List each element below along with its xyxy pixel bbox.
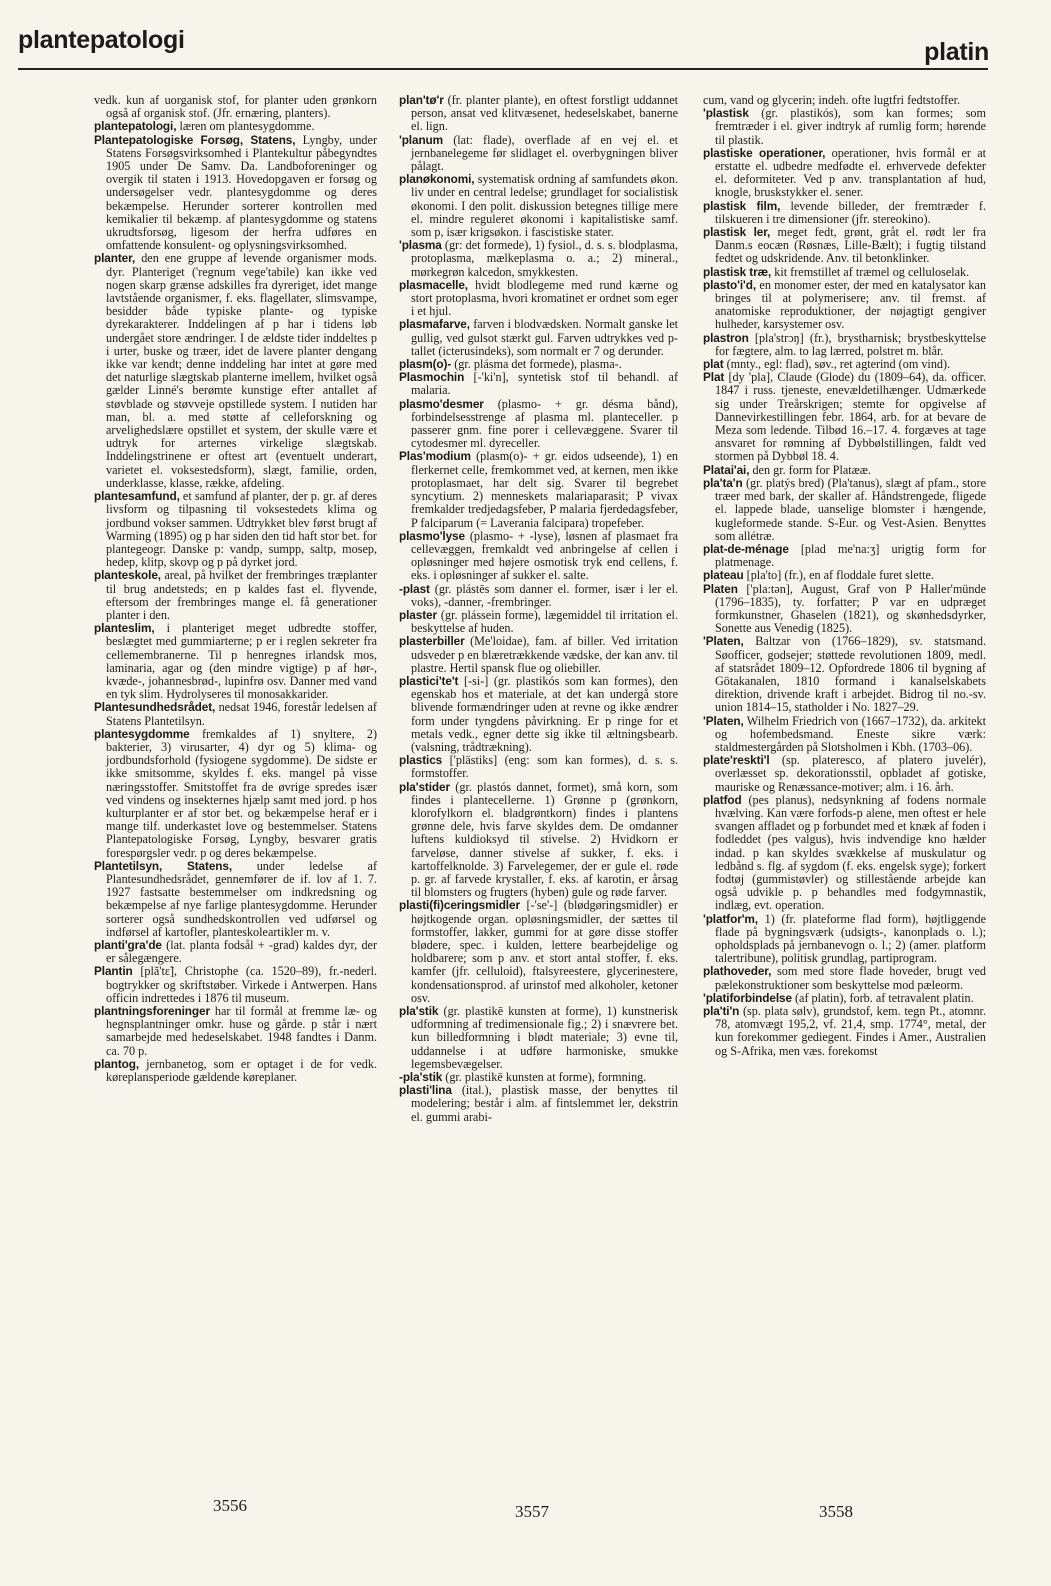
entry-text: [pla'to] (fr.), en af floddale furet slette.	[746, 568, 934, 583]
entry-headword: plasti'lina	[399, 1083, 452, 1098]
entry-text: areal, på hvilket der frembringes træplanter til brug andetsteds; en p kaldes fast el. flyvende, eftersom der frembringes mange el. få generationer planter i den.	[106, 568, 378, 622]
entry-text: den ene gruppe af levende organismer mods. dyr. Planteriget ('regnum vege'tabile) kan ikke ved nogen skarp grænse adskilles fra dyreriget, idet mange lavtstående organismer, f. eks. flagellater, slimsvampe, besidder både typiske plante- og typiske dyrekarakterer. Inddelingen af p har i tidens løb undergået store ændringer. I de ældste tider inddeltes p i urter, buske og træer, idet de lavere planter dengang ikke var kendt; denne inddeling har intet at gøre med det naturlige slægtskab planterne imellem, hvilket også gælder Linné's berømte kunstige efter antallet af støvblade og støvveje opstillede system. I nutiden har man, bl. a. med støtte af celleforskning og arvelighedslære opstillet et system, der skulle være et udtryk for arternes virkelige slægtskab. Inddelingstrinene er oftest art (eventuelt underart, varietet el. voksestedsform), slægt, familie, orden, underklasse, klasse, række, afdeling.	[106, 251, 378, 490]
entry-headword: Plantin	[94, 964, 133, 979]
dictionary-entry	[703, 583, 986, 636]
dictionary-entry	[703, 200, 986, 226]
entry-headword: plastisk træ,	[703, 264, 772, 279]
entry-text: [plad me'na:ʒ] urigtig form for platmenage.	[715, 541, 987, 570]
entry-headword: 'platiforbindelse	[703, 990, 792, 1005]
entry-headword: 'plasma	[399, 238, 442, 253]
entry-text: farven i blodvædsken. Normalt ganske let gullig, ved gulsot stærkt gul. Farven udtrykkes ved p-tallet (icterusindeks), som normalt er 7 og derunder.	[411, 317, 678, 358]
entry-headword: plastics	[399, 753, 443, 768]
entry-text: [plã'tɛ̃], Christophe (ca. 1520–89), fr.-nederl. bogtrykker og skriftstøber. Virkede i Antwerpen. Hans officin indrettedes i 1876 til museum.	[106, 964, 377, 1005]
entry-text: (af platin), forb. af tetravalent platin.	[794, 990, 974, 1005]
entry-text: (fr. planter plante), en oftest forstligt uddannet person, ansat ved klitvæsenet, hedeselskabet, banerne el. lign.	[411, 93, 678, 134]
entry-text: [-'ki'n], syntetisk stof til behandl. af malaria.	[411, 370, 679, 398]
entry-text: nedsat 1946, forestår ledelsen af Statens Plantetilsyn.	[106, 700, 377, 728]
entry-text: (gr. plásma det formede), plasma-.	[454, 357, 622, 372]
entry-text: under ledelse af Plantesundhedsrådet, gennemfører de if. lov af 1. 7. 1927 fastsatte bestemmelser om indkredsning og bekæmpelse af nye farlige plantesygdomme. Herunder sorterer også sundhedskontrollen ved udførsel og indførsel af kartofler, planteskoleartikler m. v.	[106, 858, 377, 939]
entry-text: systematisk ordning af samfundets økon. liv under en central ledelse; grundlaget for socialistisk økonomi. I den polit. diskussion betegnes tillige mere el. mindre reguleret økonomi i kapitalistiske samf. som p, især krigsøkon. i fascistiske stater.	[411, 172, 678, 240]
dictionary-entry	[399, 239, 678, 279]
dictionary-entry	[399, 94, 678, 134]
header-rule	[18, 68, 988, 70]
entry-headword: Platen	[703, 581, 738, 596]
entry-text: hvidt blodlegeme med rund kærne og stort protoplasma, hvori kromatinet er ordnet som eger i et hjul.	[411, 277, 678, 319]
entry-headword: plan'tø'r	[399, 93, 444, 107]
dictionary-entry	[399, 530, 678, 583]
dictionary-entry	[703, 1005, 986, 1058]
entry-text: (mnty., egl: flad), søv., ret agterind (om vind).	[726, 357, 951, 372]
entry-text: 1) (fr. plateforme flad form), højtliggende flade på bygningsværk (udsigts-, kanonplads o. l.); opholdsplads på jernbanevogn o. l.; 2) (amer. platform talertribune), politisk grundlag, partiprogram.	[715, 911, 987, 966]
entry-headword: pla'ti'n	[703, 1004, 740, 1019]
text-column-3	[703, 94, 986, 1058]
entry-headword: plantepatologi,	[94, 119, 177, 134]
entry-text: levende billeder, der fremtræder f. tilskueren i tre dimensioner (jfr. stereokino).	[715, 198, 986, 226]
entry-headword: plastici'te't	[399, 673, 459, 688]
entry-headword: platfod	[703, 792, 742, 807]
entry-headword: plasmo'lyse	[399, 528, 465, 543]
dictionary-entry	[399, 635, 678, 675]
entry-text: den gr. form for Platææ.	[752, 462, 871, 477]
dictionary-entry	[399, 1005, 678, 1071]
entry-headword: 'plastisk	[703, 106, 749, 121]
entry-headword: plasmacelle,	[399, 277, 468, 292]
dictionary-entry	[703, 147, 986, 200]
entry-headword: plasti(fi)ceringsmidler	[399, 898, 520, 913]
entry-headword: plat	[703, 357, 724, 372]
text-column-1	[94, 94, 377, 1084]
dictionary-entry	[399, 173, 678, 239]
dictionary-entry	[94, 569, 377, 622]
entry-text: (gr. plastós dannet, formet), små korn, som findes i plantecellerne. 1) Grønne p (grønkorn, klorofylkorn el. bladgrøntkorn) findes i plantens grønne dele, hvis farve skyldes dem. De omdanner luftens kuldioksyd til stivelse. 2) Hvidkorn er farveløse, danner stivelse af sukker, f. eks. i kartoffelknolde. 3) Farvelegemer, der er gule el. røde p. gr. af farvede krystaller, f. eks. af karotin, er årsag til blomsters og frugters (hyben) gule og røde farver.	[411, 779, 679, 900]
page-number-3: 3558	[819, 1502, 853, 1521]
dictionary-entry	[399, 450, 678, 529]
dictionary-entry	[399, 583, 678, 609]
entry-text: (gr. plastikós), som kan formes; som fremtræder i el. giver indtryk af rumlig form; hørende til plastik.	[715, 106, 987, 147]
entry-headword: planøkonomi,	[399, 172, 475, 187]
dictionary-entry	[399, 1084, 678, 1124]
dictionary-entry	[703, 715, 986, 755]
entry-headword: plantog,	[94, 1056, 140, 1071]
entry-headword: plasmo'desmer	[399, 396, 484, 411]
dictionary-entry	[94, 965, 377, 1005]
page-number-2: 3557	[515, 1502, 549, 1521]
entry-headword: Plantepatologiske Forsøg, Statens,	[94, 132, 296, 147]
entry-headword: -pla'stik	[399, 1070, 443, 1085]
entry-text: en monomer ester, der med en katalysator kan bringes til at polymerisere; anv. til fremst. af anatomiske reproduktioner, der nøjagtigt gengiver hulheder, karsystemer osv.	[715, 277, 987, 332]
dictionary-entry	[703, 477, 986, 543]
dictionary-entry	[94, 1058, 377, 1084]
entry-text: [-si-] (gr. plastikós som kan formes), den egenskab hos et materiale, at det kan undergå store blivende formændringer uden at revne og ikke ændrer form under tyngdens påvirkning. Er p ringe for et metals vedk., egner dette sig ikke til æltningsbearb. (valsning, trådtrækning).	[411, 673, 679, 754]
entry-text: (ital.), plastisk masse, der benyttes til modelering; består i alm. af fintslemmet ler, dekstrin el. gummi arabi-	[411, 1083, 679, 1124]
entry-headword: 'Platen,	[703, 713, 744, 728]
entry-headword: planti'gra'de	[94, 938, 162, 952]
entry-text: i planteriget meget udbredte stoffer, beslægtet med gummiarterne; p er i reglen sekreter fra cellemembranerne. Til p henregnes irlandsk mos, laminaria, agar og (den mindre vigtige) p af hør-, kvæde-, johannesbrød-, lupinfrø osv. Danner med vand en tyk slim. Hydrolyseres til monosakkarider.	[106, 621, 378, 702]
dictionary-entry	[703, 107, 986, 147]
entry-headword: 'planum	[399, 132, 444, 147]
dictionary-entry	[703, 794, 986, 913]
entry-headword: planter,	[94, 251, 136, 266]
entry-text: kit fremstillet af træmel og celluloselak.	[774, 264, 970, 279]
entry-headword: 'platfor'm,	[703, 911, 758, 926]
entry-headword: 'Platen,	[703, 634, 744, 649]
dictionary-entry	[399, 318, 678, 358]
entry-text: Wilhelm Friedrich von (1667–1732), da. arkitekt og hofembedsmand. Eneste sikre værk: staldmestergården på Slotsholmen i Kbh. (1703–06).	[715, 713, 986, 754]
dictionary-entry	[94, 1005, 377, 1058]
entry-headword: planteslim,	[94, 621, 155, 636]
page-number-1: 3556	[213, 1496, 247, 1515]
entry-text: Lyngby, under Statens Forsøgsvirksomhed i Plantekultur påbegyndtes 1905 under De Samv. Da. Landboforeninger og overgik til staten i 1913. Hovedopgaven er forsøg og undersøgelser vedr. plantesygdomme og deres bekæmpelse. Herunder sorterer kontrollen med kemikalier til bekæmp. af plantesygdomme og statens ukrudtsforsøg, ligesom der herfra udføres en omfattende konsulent- og oplysningsvirksomhed.	[106, 132, 377, 253]
dictionary-entry	[399, 371, 678, 397]
entry-text: læren om plantesygdomme.	[179, 119, 315, 134]
entry-headword: plantesamfund,	[94, 489, 180, 504]
entry-text: cum, vand og glycerin; indeh. ofte lugtfri fedtstoffer.	[703, 93, 960, 107]
entry-text: (Me'loidae), fam. af biller. Ved irritation udsveder p en blæretrækkende vædske, der kan anv. til plastre. Hertil spansk flue og oliebiller.	[411, 634, 678, 675]
entry-text: (gr. plássein forme), lægemiddel til irritation el. beskyttelse af huden.	[411, 607, 678, 636]
dictionary-entry	[703, 965, 986, 991]
dictionary-entry	[94, 622, 377, 701]
entry-text: et samfund af planter, der p. gr. af deres livsform og tilpasning til voksestedets klima og jordbund vokser sammen. Udtrykket blev først brugt af Warming (1895) og p har siden den tid haft stor bet. for plantegeogr. Danske p: vandp, sumpp, saltp, mosep, hedep, klitp, skovp og p på dyrket jord.	[106, 489, 378, 570]
entry-text: (gr. plastikē kunsten at forme), formning.	[445, 1070, 647, 1085]
entry-headword: pla'stik	[399, 1004, 439, 1019]
guide-word-right: platin	[924, 38, 989, 66]
entry-headword: plastisk ler,	[703, 225, 771, 240]
entry-text: jernbanetog, som er optaget i de for vedk. køreplansperiode gældende køreplaner.	[106, 1056, 377, 1085]
entry-text: [pla'strɔŋ] (fr.), brystharnisk; brystbeskyttelse for fægtere, alm. to lag lærred, polstret m. blår.	[715, 330, 987, 358]
dictionary-entry	[399, 609, 678, 635]
entry-headword: plastiske operationer,	[703, 145, 826, 160]
dictionary-entry	[399, 398, 678, 451]
entry-headword: Plantesundhedsrådet,	[94, 700, 216, 715]
entry-headword: planteskole,	[94, 568, 161, 583]
entry-text: (lat: flade), overflade af en vej el. et jernbanelegeme før slidlaget el. overbygningen bliver pålagt.	[411, 132, 678, 174]
dictionary-entry	[94, 860, 377, 939]
dictionary-entry	[94, 701, 377, 727]
dictionary-entry	[703, 226, 986, 266]
entry-text: (plasm(o)- + gr. eidos udseende), 1) en flerkernet celle, fremkommet ved, at kernen, men ikke protoplasmaet, har delt sig. Svarer til begrebet syncytium. 2) menneskets malariaparasit; P vivax fremkalder tredjedagsfeber, P malaria fjerdedagsfeber, P falciparum (= Laverania falcipara) tropefeber.	[411, 449, 678, 530]
entry-text: [-'se'-] (blødgøringsmidler) er højtkogende organ. opløsningsmidler, der sættes til formstoffer, lakker, gummi for at gøre disse stoffer blødere, spec. i kulden, lettere bearbejdelige og holdbarere; som p anv. et stort antal stoffer, f. eks. kamfer (jfr. celluloid), ftalsyreestere, glycerinestere, kondensationsprod. af urinstof med alkoholer, ketoner osv.	[411, 898, 678, 1005]
entry-text: (gr. platýs bred) (Pla'tanus), slægt af pfam., store træer med bark, der skaller af. Håndstrengede, fligede el. lappede blade, uanselige blomster i hængende, kugleformede stande. S-Eur. og Vest-Asien. Benyttes som allétræ.	[715, 475, 986, 543]
entry-text: som med store flade hoveder, brugt ved pælekonstruktioner som beskyttelse mod pæleorm.	[715, 964, 987, 992]
dictionary-entry	[399, 899, 678, 1005]
entry-text: [dy 'pla], Claude (Glode) du (1809–64), da. officer. 1847 i russ. tjeneste, enevældetilhænger. Udmærkede sig under Treårskrigen; stemte for opgivelse af Dannevirkestillingen febr. 1864, arb. for at bevare de Meza som ledende. Tilbød 16.–17. 4. forgæves at tage ansvaret for rømning af Dybbølstillingen, faldt ved stormen på Dybbøl 18. 4.	[715, 370, 987, 464]
entry-headword: plathoveder,	[703, 964, 772, 979]
entry-headword: Plantetilsyn, Statens,	[94, 858, 233, 873]
entry-headword: plasm(o)-	[399, 357, 452, 372]
entry-text: ['pla:tən], August, Graf von P Haller'münde (1796–1835), ty. forfatter; P var en udpræget formkunstner, Ghaselen (1821), og skønhedsdyrker, Sonette aus Venedig (1825).	[715, 581, 986, 636]
dictionary-entry	[94, 490, 377, 569]
entry-headword: plateau	[703, 568, 744, 583]
entry-text: (sp. plata sølv), grundstof, kem. tegn Pt., atomnr. 78, atomvægt 195,2, vf. 21,4, smp. 1774°, metal, der kun forekommer gediegent. Findes i Amer., Australien og S-Afrika, men væs. forekomst	[715, 1004, 986, 1058]
dictionary-entry	[94, 94, 377, 120]
entry-text: (gr. plástēs som danner el. former, især i ler el. voks), -danner, -frembringer.	[411, 581, 678, 609]
entry-headword: Plat	[703, 370, 725, 385]
dictionary-entry	[399, 781, 678, 900]
dictionary-entry	[703, 279, 986, 332]
entry-text: ['plästiks] (eng: som kan formes), d. s. s. formstoffer.	[411, 753, 678, 781]
entry-text: (plasmo- + -lyse), løsnen af plasmaet fra cellevæggen, fremkaldt ved anbringelse af cellen i opløsninger med højere osmotisk tryk end cellens, f. eks. i opløsninger af sukker el. salte.	[411, 528, 678, 583]
entry-headword: -plast	[399, 581, 430, 596]
entry-headword: Platai'ai,	[703, 462, 750, 477]
entry-headword: plastisk film,	[703, 198, 781, 213]
dictionary-entry	[703, 332, 986, 358]
entry-headword: plate'reskti'l	[703, 753, 770, 768]
entry-text: vedk. kun af uorganisk stof, for planter uden grønkorn også af organisk stof. (Jfr. ernæring, planters).	[94, 93, 377, 121]
dictionary-entry	[94, 252, 377, 490]
entry-headword: plaster	[399, 607, 437, 622]
entry-headword: plantesygdomme	[94, 726, 190, 741]
entry-text: operationer, hvis formål er at erstatte el. udbedre medfødte el. erhvervede defekter el. deformiteter. Ved p anv. transplantation af hud, knogle, bruskstykker el. sener.	[715, 145, 987, 200]
dictionary-entry	[399, 134, 678, 174]
entry-text: (lat. planta fodsål + -grad) kaldes dyr, der er sålegængere.	[106, 938, 378, 966]
entry-text: fremkaldes af 1) snyltere, 2) bakterier, 3) virusarter, 4) dyr og 5) klima- og jordbundsforhold (fysiogene sygdomme). De sidste er ikke smitsomme, skyldes f. eks. mangel på visse næringsstoffer. Smitstoffet fra de øvrige spredes især ved vindens og insekternes hjælp samt med jord. p hos kulturplanter er af stor bet. og bekæmpelse heraf er i mange tilf. underkastet love og bestemmelser. Statens Plantepatologiske Forsøg, Lyngby, besvarer gratis forespørgsler vedr. p og deres bekæmpelse.	[106, 726, 378, 860]
dictionary-entry	[703, 913, 986, 966]
entry-headword: plasterbiller	[399, 634, 465, 649]
dictionary-entry	[94, 939, 377, 965]
entry-headword: plastron	[703, 330, 749, 345]
dictionary-entry	[703, 371, 986, 463]
entry-text: meget fedt, grønt, gråt el. rødt ler fra Danm.s eocæn (Røsnæs, Lille-Bælt); i fugtig tilstand fedtet og udskridende. Anv. til betonklinker.	[715, 225, 987, 266]
dictionary-entry	[399, 754, 678, 780]
text-column-2	[399, 94, 678, 1124]
entry-headword: plantningsforeninger	[94, 1004, 210, 1019]
dictionary-entry	[94, 728, 377, 860]
entry-text: (pes planus), nedsynkning af fodens normale hvælving. Kan være forfods-p alene, men oftest er hele svangen affladet og p forbundet med et knæk af foden i fodleddet (pes valgus), hvis indvendige kno hælder indad. p kan skyldes svækkelse af muskulatur og ledbånd s. flg. af sygdom (f. eks. engelsk syge); forkert fodtøj (gummistøvler) og stillestående arbejde kan også udvikle p. p behandles med fodgymnastik, indlæg, evt. operation.	[715, 792, 986, 913]
entry-headword: pla'stider	[399, 779, 450, 794]
entry-text: (plasmo- + gr. désma bånd), forbindelsesstrenge af plasma ml. planteceller. p passerer gnm. fine porer i cellevæggene. Svarer til cytodesmer ml. dyreceller.	[411, 396, 679, 451]
guide-word-left: plantepatologi	[18, 26, 185, 54]
entry-headword: plat-de-ménage	[703, 541, 789, 556]
entry-headword: Plasmochin	[399, 370, 465, 385]
entry-text: (gr: det formede), 1) fysiol., d. s. s. blodplasma, protoplasma, mælkeplasma o. a.; 2) mineral., mørkegrøn kalcedon, smykkesten.	[411, 238, 678, 279]
entry-text: har til formål at fremme læ- og hegnsplantninger omkr. huse og gårde. p står i nært samarbejde med hedeselskabet. 1948 fandtes i Danm. ca. 70 p.	[106, 1004, 377, 1058]
entry-text: (sp. plateresco, af platero juvelér), overlæsset sp. dekorationsstil, opbladet af gotiske, mauriske og Renæssance-motiver; alm. i 16. årh.	[715, 753, 987, 794]
entry-headword: plasto'i'd,	[703, 277, 757, 292]
entry-text: Baltzar von (1766–1829), sv. statsmand. Søofficer, godsejer; støttede revolutionen 1809, medl. af statsrådet 1809–12. Opfordrede 1806 til bygning af Götakanalen, 1810 formand i kanalselskabets direktion, drivende kraft i arbejdet. Bidrog til no.-sv. union 1814–15, statholder i No. 1827–29.	[715, 634, 987, 715]
entry-headword: pla'ta'n	[703, 475, 743, 490]
entry-headword: plasmafarve,	[399, 317, 470, 332]
entry-headword: Plas'modium	[399, 449, 471, 464]
dictionary-entry	[399, 279, 678, 319]
dictionary-entry	[703, 754, 986, 794]
entry-text: (gr. plastikē kunsten at forme), 1) kunstnerisk udformning af tredimensionale fig.; 2) i snævrere bet. kun billedformning i blødt materiale; 3) evne til, uddannelse i at udføre harmoniske, smukke legemsbevægelser.	[411, 1004, 678, 1071]
dictionary-entry	[94, 134, 377, 253]
dictionary-entry	[703, 635, 986, 714]
dictionary-entry	[703, 543, 986, 569]
dictionary-entry	[399, 675, 678, 754]
